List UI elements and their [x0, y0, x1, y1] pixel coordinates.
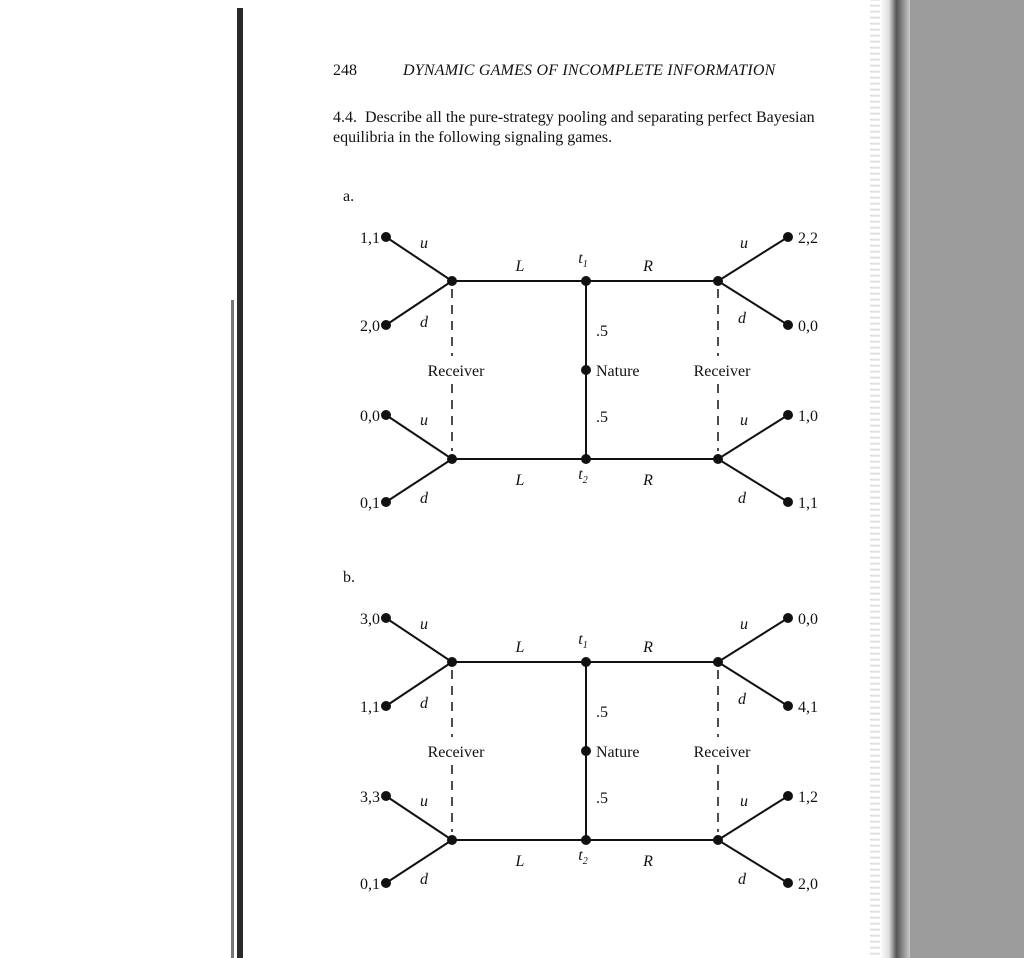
action-label-t1-L-u: u: [420, 235, 428, 252]
branch-t1-L-d: [386, 281, 452, 325]
branch-t2-L-u-terminal: [381, 791, 391, 801]
message-label-t1-L: L: [515, 639, 525, 656]
node-receiver-t1-R: [713, 657, 723, 667]
probability-t2: .5: [596, 790, 608, 807]
message-label-t2-R: R: [643, 472, 653, 489]
part-b-label: b.: [343, 569, 355, 586]
receiver-label-right: Receiver: [693, 744, 751, 761]
branch-t2-R-u-terminal: [783, 410, 793, 420]
type-label-t1: $t_1$: [578, 250, 588, 270]
node-receiver-t2-R: [713, 835, 723, 845]
payoff-t2-L-d: 0,1: [360, 876, 380, 893]
branch-t2-L-u-terminal: [381, 410, 391, 420]
action-label-t2-R-u: u: [740, 793, 748, 810]
payoff-t1-L-d: 2,0: [360, 318, 380, 335]
payoff-t2-R-d: 2,0: [798, 876, 818, 893]
action-label-t1-R-u: u: [740, 235, 748, 252]
type-label-t2: $t_2$: [578, 466, 588, 486]
nature-label: Nature: [596, 363, 640, 380]
action-label-t1-R-d: d: [738, 691, 746, 708]
payoff-t2-R-u: 1,2: [798, 789, 818, 806]
node-sender-t2: [581, 454, 591, 464]
receiver-label-left: Receiver: [427, 744, 485, 761]
probability-t1: .5: [596, 704, 608, 721]
node-sender-t1: [581, 276, 591, 286]
branch-t1-R-u-terminal: [783, 613, 793, 623]
branch-t1-L-d-terminal: [381, 701, 391, 711]
message-label-t1-L: L: [515, 258, 525, 275]
receiver-label-left: Receiver: [427, 363, 485, 380]
payoff-t2-R-d: 1,1: [798, 495, 818, 512]
action-label-t1-L-d: d: [420, 314, 428, 331]
branch-t1-L-u: [386, 237, 452, 281]
probability-t1: .5: [596, 323, 608, 340]
node-receiver-t1-R: [713, 276, 723, 286]
branch-t1-R-u: [718, 237, 788, 281]
node-receiver-t1-L: [447, 276, 457, 286]
branch-t1-L-d: [386, 662, 452, 706]
branch-t1-L-u: [386, 618, 452, 662]
node-receiver-t2-L: [447, 454, 457, 464]
game-tree-b: [360, 611, 818, 893]
payoff-t2-R-u: 1,0: [798, 408, 818, 425]
payoff-t1-L-u: 1,1: [360, 230, 380, 247]
action-label-t2-L-d: d: [420, 490, 428, 507]
branch-t1-L-u-terminal: [381, 613, 391, 623]
chapter-title: DYNAMIC GAMES OF INCOMPLETE INFORMATION: [403, 62, 776, 79]
exercise-prompt: Describe all the pure-strategy pooling and separating perfect Bayesian equilibria in the following signaling games.: [333, 109, 815, 146]
branch-t2-L-d: [386, 840, 452, 883]
branch-t1-L-d-terminal: [381, 320, 391, 330]
type-label-t1: $t_1$: [578, 631, 588, 651]
branch-t2-R-u: [718, 796, 788, 840]
payoff-t1-R-d: 4,1: [798, 699, 818, 716]
action-label-t2-L-u: u: [420, 412, 428, 429]
branch-t1-R-d-terminal: [783, 320, 793, 330]
branch-t2-L-d: [386, 459, 452, 502]
action-label-t2-R-d: d: [738, 490, 746, 507]
page-number: 248: [333, 62, 357, 79]
payoff-t2-L-d: 0,1: [360, 495, 380, 512]
action-label-t2-R-u: u: [740, 412, 748, 429]
branch-t1-R-u: [718, 618, 788, 662]
node-nature: [581, 746, 591, 756]
node-sender-t1: [581, 657, 591, 667]
payoff-t2-L-u: 3,3: [360, 789, 380, 806]
payoff-t1-R-d: 0,0: [798, 318, 818, 335]
exercise-number: 4.4.: [333, 109, 357, 126]
node-nature: [581, 365, 591, 375]
node-receiver-t1-L: [447, 657, 457, 667]
action-label-t2-L-u: u: [420, 793, 428, 810]
action-label-t1-L-u: u: [420, 616, 428, 633]
branch-t1-R-d: [718, 281, 788, 325]
payoff-t1-R-u: 0,0: [798, 611, 818, 628]
action-label-t2-R-d: d: [738, 871, 746, 888]
message-label-t2-L: L: [515, 853, 525, 870]
branch-t1-R-u-terminal: [783, 232, 793, 242]
probability-t2: .5: [596, 409, 608, 426]
branch-t2-R-d-terminal: [783, 878, 793, 888]
node-sender-t2: [581, 835, 591, 845]
message-label-t2-L: L: [515, 472, 525, 489]
branch-t2-L-d-terminal: [381, 497, 391, 507]
type-label-t2: $t_2$: [578, 847, 588, 867]
branch-t1-R-d-terminal: [783, 701, 793, 711]
payoff-t1-L-d: 1,1: [360, 699, 380, 716]
branch-t1-L-u-terminal: [381, 232, 391, 242]
node-receiver-t2-L: [447, 835, 457, 845]
branch-t1-R-d: [718, 662, 788, 706]
branch-t2-R-u-terminal: [783, 791, 793, 801]
payoff-t1-L-u: 3,0: [360, 611, 380, 628]
game-tree-a: [360, 230, 818, 512]
message-label-t2-R: R: [643, 853, 653, 870]
action-label-t1-R-d: d: [738, 310, 746, 327]
payoff-t1-R-u: 2,2: [798, 230, 818, 247]
part-a-label: a.: [343, 188, 355, 205]
branch-t2-L-d-terminal: [381, 878, 391, 888]
branch-t2-R-d-terminal: [783, 497, 793, 507]
action-label-t1-L-d: d: [420, 695, 428, 712]
message-label-t1-R: R: [643, 258, 653, 275]
node-receiver-t2-R: [713, 454, 723, 464]
action-label-t2-L-d: d: [420, 871, 428, 888]
branch-t2-R-d: [718, 840, 788, 883]
nature-label: Nature: [596, 744, 640, 761]
receiver-label-right: Receiver: [693, 363, 751, 380]
branch-t2-R-d: [718, 459, 788, 502]
branch-t2-L-u: [386, 796, 452, 840]
message-label-t1-R: R: [643, 639, 653, 656]
branch-t2-L-u: [386, 415, 452, 459]
action-label-t1-R-u: u: [740, 616, 748, 633]
branch-t2-R-u: [718, 415, 788, 459]
payoff-t2-L-u: 0,0: [360, 408, 380, 425]
